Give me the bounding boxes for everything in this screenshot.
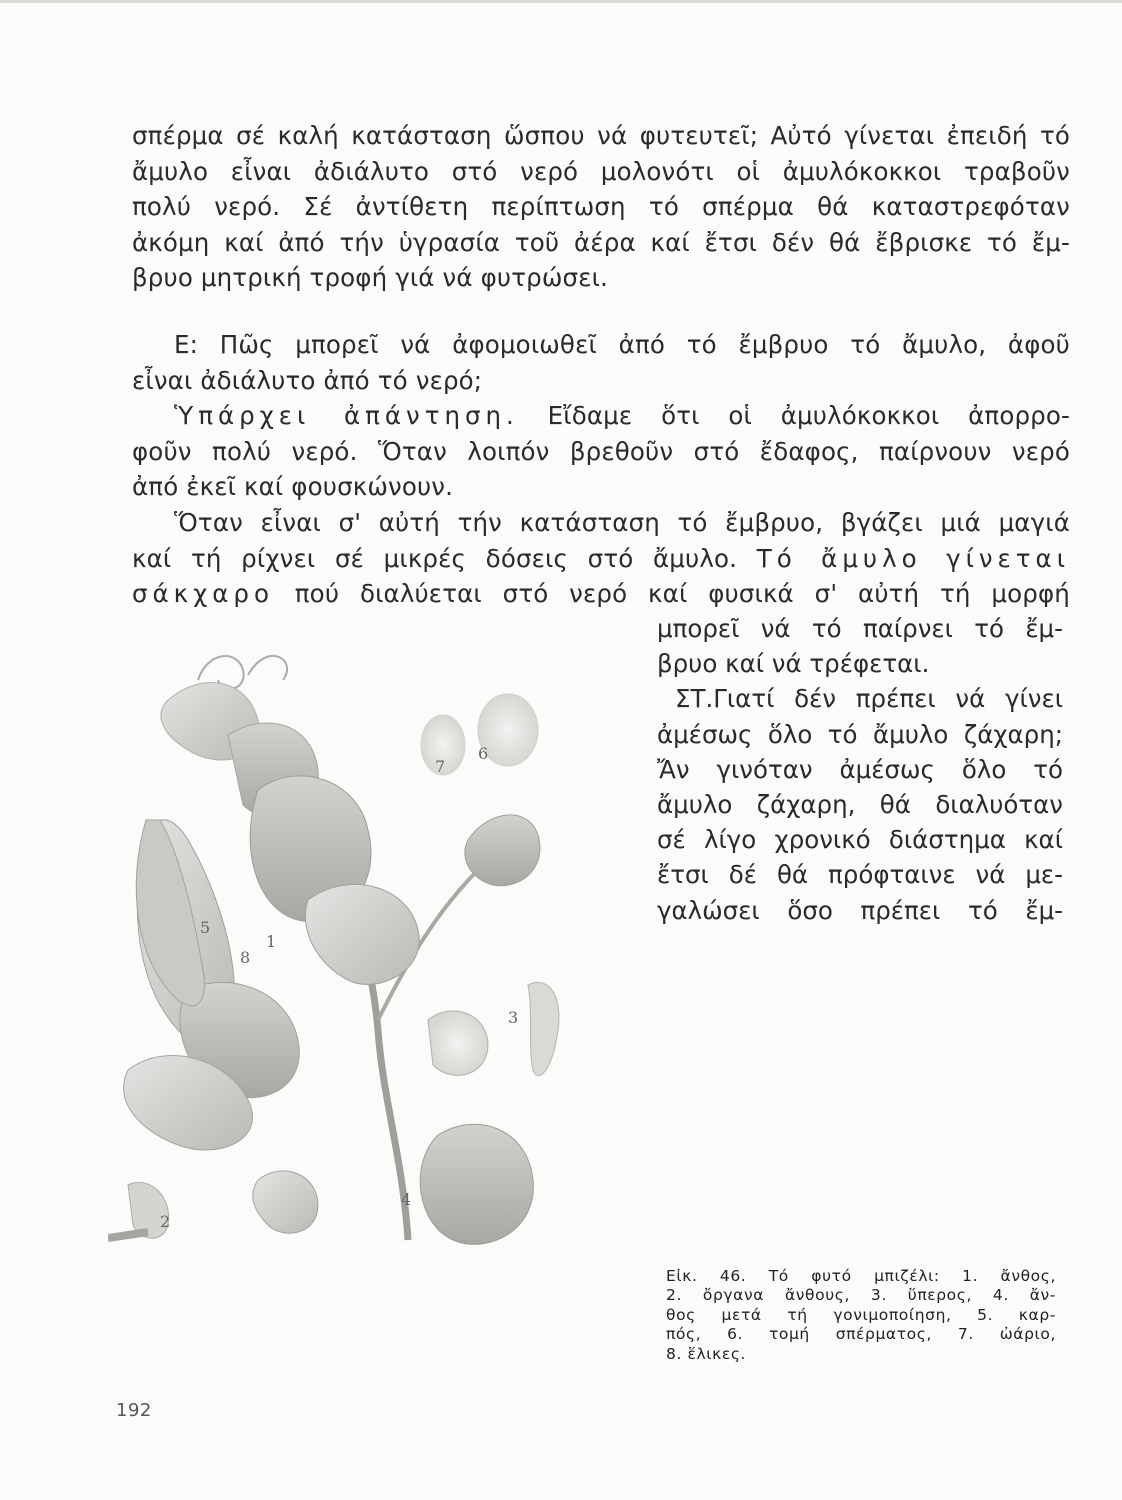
text-line: πολύ νερό. Σέ ἀντίθετη περίπτωση τό σπέρμα θά καταστρεφόταν xyxy=(132,192,1070,221)
text-line: μπορεῖ νά τό παίρνει τό ἔμ- xyxy=(657,614,1063,643)
figure-label-2: 2 xyxy=(160,1212,171,1231)
pea-plant-illustration xyxy=(108,640,638,1260)
text-line: ΣΤ.Γιατί δέν πρέπει νά γίνει xyxy=(675,684,1063,714)
text-line: φοῦν πολύ νερό. Ὅταν λοιπόν βρεθοῦν στό ἔδαφος, παίρνουν νερό xyxy=(132,436,1070,466)
text-line: ἔτσι δέ θά πρόφταινε νά με- xyxy=(657,860,1063,890)
text-line: βρυο μητρική τροφή γιά νά φυτρώσει. xyxy=(132,263,608,292)
text-line: σπέρμα σέ καλή κατάσταση ὥσπου νά φυτευτεῖ; Αὐτό γίνεται ἐπειδή τό xyxy=(132,121,1070,150)
figure-label-1: 1 xyxy=(266,932,277,951)
text-line: εἶναι ἀδιάλυτο ἀπό τό νερό; xyxy=(132,365,483,395)
text-line: ἄμυλο εἶναι ἀδιάλυτο στό νερό μολονότι οἱ ἀμυλόκοκκοι τραβοῦν xyxy=(132,156,1070,186)
text-line: ἀμέσως ὅλο τό ἄμυλο ζάχαρη; xyxy=(657,719,1063,749)
text-line: Ἄν γινόταν ἀμέσως ὅλο τό xyxy=(657,754,1063,784)
text-line: βρυο καί νά τρέφεται. xyxy=(657,649,930,679)
text-line: ἀκόμη καί ἀπό τήν ὑγρασία τοῦ ἀέρα καί ἔτσι δέν θά ἔβρισκε τό ἔμ- xyxy=(132,227,1070,257)
caption-line: θος μετά τή γονιμοποίηση, 5. καρ- xyxy=(666,1305,1056,1324)
paragraph-1 xyxy=(132,118,1070,296)
right-column-text xyxy=(657,611,1063,928)
caption-line: πός, 6. τομή σπέρματος, 7. ὠάριο, xyxy=(666,1325,1056,1344)
figure-label-4: 4 xyxy=(401,1190,412,1209)
text-line: ἀπό ἐκεῖ καί φουσκώνουν. xyxy=(132,472,454,501)
text-run: πού διαλύεται στό νερό καί φυσικά σ' αὐτή τή μορφή xyxy=(294,579,1070,608)
caption-line: 8. ἕλικες. xyxy=(666,1344,747,1363)
paragraph-3 xyxy=(132,398,1070,505)
text-run: καί τή ρίχνει σέ μικρές δόσεις στό ἄμυλο. xyxy=(132,543,738,573)
top-edge-rule xyxy=(0,0,1122,3)
text-line: ἄμυλο ζάχαρη, θά διαλυόταν xyxy=(657,790,1063,820)
text-line: γαλώσει ὅσο πρέπει τό ἔμ- xyxy=(657,895,1063,925)
text-line: Ὅταν εἶναι σ' αὐτή τήν κατάσταση τό ἔμβρυο, βγάζει μιά μαγιά xyxy=(174,508,1070,537)
text-line xyxy=(132,576,1070,612)
spaced-emphasis: σάκχαρο xyxy=(132,579,274,608)
figure-label-5: 5 xyxy=(200,918,211,937)
text-run: Εἴδαμε ὅτι οἱ ἀμυλόκοκκοι ἀπορρο- xyxy=(547,401,1070,430)
caption-line: 2. ὄργανα ἄνθους, 3. ὕπερος, 4. ἄν- xyxy=(666,1286,1056,1305)
text-line xyxy=(132,541,1070,577)
spaced-emphasis: Τό ἄμυλο γίνεται xyxy=(756,543,1070,573)
figure-label-6: 6 xyxy=(478,744,489,763)
caption-line: Εἰκ. 46. Τό φυτό μπιζέλι: 1. ἄνθος, xyxy=(666,1267,1056,1285)
page-number: 192 xyxy=(116,1400,152,1421)
figure-caption xyxy=(666,1267,1056,1364)
figure-label-8: 8 xyxy=(240,948,251,967)
spaced-emphasis: Ὑπάρχει ἀπάντηση. xyxy=(174,401,519,430)
paragraph-4 xyxy=(132,505,1070,612)
pea-plant-icon xyxy=(108,640,638,1260)
text-line: Ε: Πῶς μπορεῖ νά ἀφομοιωθεῖ ἀπό τό ἔμβρυο τό ἄμυλο, ἀφοῦ xyxy=(174,330,1070,359)
figure-label-3: 3 xyxy=(508,1008,519,1027)
paragraph-2-question xyxy=(132,327,1070,398)
text-line xyxy=(132,398,1070,434)
figure-label-7: 7 xyxy=(435,757,446,776)
text-line: σέ λίγο χρονικό διάστημα καί xyxy=(657,825,1063,855)
